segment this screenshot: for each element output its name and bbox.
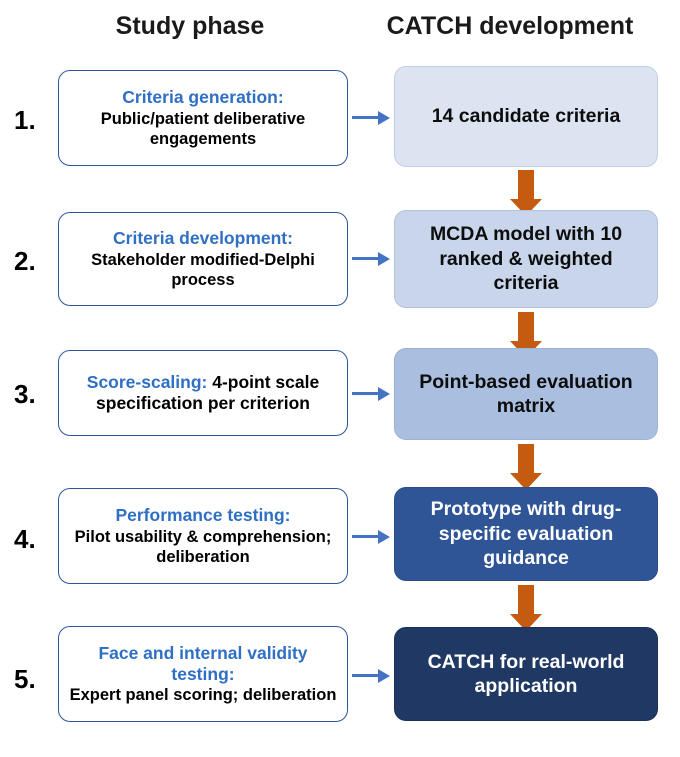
column-header-study-phase: Study phase [115,12,265,40]
arrow-shaft [352,392,379,395]
column-header-catch-development: CATCH development [386,12,634,40]
phase-title-1: Criteria generation: [122,87,284,108]
arrow-dev-3-to-dev-4 [510,444,542,490]
arrow-head [378,530,390,544]
phase-box-3 [58,350,348,436]
arrow-shaft [352,257,379,260]
arrow-shaft [518,170,534,200]
phase-title-4: Performance testing: [115,505,291,526]
arrow-shaft [352,674,379,677]
row-number-2: 2. [14,246,36,276]
development-box-3: Point-based evaluation matrix [394,348,658,440]
phase-subtitle-1: Public/patient deliberative engagements [100,109,306,148]
phase-title-3-emphasis: Score-scaling: [86,371,208,392]
arrow-phase-to-dev-2 [352,252,390,266]
phase-subtitle-5: Expert panel scoring; deliberation [69,686,337,705]
arrow-phase-to-dev-3 [352,387,390,401]
arrow-head [378,252,390,266]
row-number-5: 5. [14,664,36,694]
arrow-shaft [518,585,534,615]
phase-title-5: Face and internal validity testing: [98,642,308,684]
arrow-phase-to-dev-5 [352,669,390,683]
arrow-head [378,669,390,683]
arrow-shaft [352,116,379,119]
development-box-2: MCDA model with 10 ranked & weighted criteria [394,210,658,308]
phase-box-5 [58,626,348,722]
phase-box-4 [58,488,348,584]
phase-box-2 [58,212,348,306]
development-box-1: 14 candidate criteria [394,66,658,167]
arrow-head [378,111,390,125]
row-number-3: 3. [14,379,36,409]
arrow-head [378,387,390,401]
arrow-shaft [518,312,534,342]
phase-subtitle-2: Stakeholder modified-Delphi process [91,250,315,289]
arrow-phase-to-dev-1 [352,111,390,125]
phase-subtitle-4: Pilot usability & comprehension; deliberation [74,527,332,566]
phase-title-2: Criteria development: [113,228,293,249]
phase-box-1 [58,70,348,166]
arrow-shaft [518,444,534,474]
arrow-phase-to-dev-4 [352,530,390,544]
row-number-1: 1. [14,105,36,135]
phase-title-3 [67,372,339,415]
row-number-4: 4. [14,524,36,554]
development-box-4: Prototype with drug-specific evaluation guidance [394,487,658,581]
phase-subtitle-3: 4-point scale specification per criterion [96,371,320,413]
arrow-shaft [352,535,379,538]
development-box-5: CATCH for real-world application [394,627,658,721]
arrow-dev-4-to-dev-5 [510,585,542,631]
